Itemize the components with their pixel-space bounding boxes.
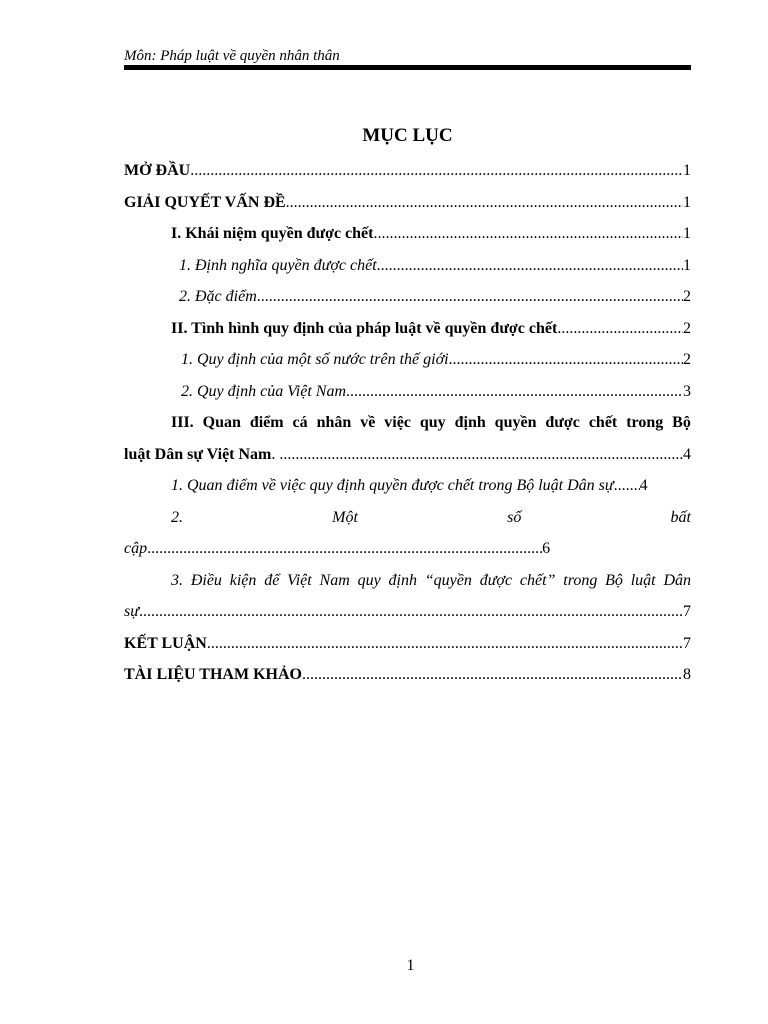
- toc-entry-page: 2: [683, 319, 691, 337]
- toc-word: về: [360, 414, 376, 431]
- toc-word: Một: [332, 508, 358, 526]
- toc-entry-page: 2: [683, 351, 691, 368]
- toc-entry-label: TÀI LIỆU THAM KHẢO: [124, 666, 302, 683]
- toc-word: bất: [670, 508, 691, 526]
- toc-word: việc: [384, 414, 411, 431]
- toc-entry-page: 4: [683, 445, 691, 463]
- table-of-contents: [124, 155, 691, 691]
- toc-word: quy: [419, 414, 446, 431]
- toc-word: 2.: [171, 508, 183, 526]
- toc-entry-label: 3. Điều kiện để Việt Nam quy định “quyền được chết” trong Bộ luật Dân: [171, 571, 691, 589]
- toc-entry-section-3-2[interactable]: [124, 502, 691, 565]
- header-course-title: Môn: Pháp luật về quyền nhân thân: [124, 48, 340, 64]
- toc-entry-label-line2: [124, 596, 691, 628]
- toc-entry-giai-quyet-van-de[interactable]: [124, 187, 691, 219]
- toc-entry-label-line1: [124, 565, 691, 597]
- toc-entry-section-1-2[interactable]: [124, 281, 691, 313]
- leader-dots: [147, 533, 542, 565]
- toc-entry-section-1-1[interactable]: [124, 250, 691, 282]
- toc-entry-label: sự: [124, 603, 139, 620]
- leader-dots: [279, 439, 683, 471]
- leader-dots: [302, 659, 683, 691]
- toc-entry-page: 1: [683, 193, 691, 211]
- leader-dots: [286, 187, 683, 219]
- toc-entry-page: 1: [683, 162, 691, 179]
- leader-dots: [377, 250, 683, 282]
- toc-entry-label-line1: [124, 407, 691, 439]
- toc-entry-label: II. Tình hình quy định của pháp luật về quyền được chết: [171, 319, 558, 337]
- toc-word: chết: [588, 414, 618, 431]
- leader-dots: [373, 218, 683, 250]
- toc-word: cá: [292, 414, 308, 431]
- leader-dots: [207, 628, 683, 660]
- toc-entry-label-line2: [124, 439, 691, 471]
- toc-entry-page: 4: [639, 477, 648, 494]
- toc-entry-label: 2. Quy định của Việt Nam: [181, 382, 347, 400]
- leader-dots: [449, 344, 683, 376]
- toc-entry-mo-dau[interactable]: [124, 155, 691, 187]
- toc-entry-section-1[interactable]: [124, 218, 691, 250]
- toc-word: quyền: [494, 414, 537, 431]
- toc-word: Bộ: [672, 414, 691, 431]
- leader-dots: [614, 470, 640, 502]
- toc-entry-label-text: luật Dân sự Việt Nam: [124, 445, 272, 463]
- toc-title: MỤC LỤC: [362, 125, 453, 146]
- toc-entry-section-2[interactable]: [124, 313, 691, 345]
- toc-entry-page: 3: [683, 382, 691, 400]
- toc-entry-label: 2. Đặc điểm: [179, 288, 257, 305]
- toc-entry-section-2-2[interactable]: [124, 376, 691, 408]
- toc-entry-label: 1. Định nghĩa quyền được chết: [179, 256, 377, 274]
- page-header: [124, 47, 691, 70]
- toc-entry-page: 1: [683, 225, 691, 242]
- toc-entry-label: MỞ ĐẦU: [124, 162, 191, 179]
- toc-entry-section-2-1[interactable]: [124, 344, 691, 376]
- page-number: 1: [406, 957, 415, 974]
- toc-word: nhân: [316, 414, 352, 431]
- leader-dots: [139, 596, 683, 628]
- toc-entry-ket-luan[interactable]: [124, 628, 691, 660]
- toc-entry-label-suffix: .: [271, 445, 280, 463]
- toc-word: định: [454, 414, 486, 431]
- leader-dots: [190, 155, 683, 187]
- toc-entry-label: GIẢI QUYẾT VẤN ĐỀ: [124, 193, 286, 211]
- toc-word: trong: [626, 414, 664, 431]
- leader-dots: [257, 281, 683, 313]
- toc-word: Quan: [202, 414, 241, 431]
- toc-entry-label-line1: [124, 502, 691, 534]
- toc-word: III.: [171, 414, 194, 431]
- toc-entry-section-3-3[interactable]: [124, 565, 691, 628]
- toc-entry-label: I. Khái niệm quyền được chết: [171, 225, 374, 242]
- toc-entry-label-line2: [124, 533, 691, 565]
- toc-entry-label: [124, 439, 279, 471]
- toc-entry-label: 1. Quy định của một số nước trên thế giới: [181, 351, 449, 368]
- toc-entry-section-3[interactable]: [124, 407, 691, 470]
- toc-entry-page: 7: [683, 603, 691, 620]
- toc-word: được: [545, 414, 580, 431]
- toc-entry-section-3-1[interactable]: [124, 470, 691, 502]
- toc-entry-page: 1: [683, 256, 691, 274]
- toc-entry-page: 8: [683, 666, 691, 683]
- toc-entry-tai-lieu-tham-khao[interactable]: [124, 659, 691, 691]
- leader-dots: [346, 376, 683, 408]
- toc-entry-page: 7: [683, 634, 691, 652]
- toc-entry-page: 6: [542, 540, 551, 557]
- header-rule: [124, 65, 691, 70]
- leader-dots: [557, 313, 683, 345]
- toc-entry-label: cập: [124, 540, 148, 557]
- toc-entry-label: 1. Quan điểm về việc quy định quyền được chết trong Bộ luật Dân sự: [171, 477, 614, 494]
- toc-word: điểm: [249, 414, 284, 431]
- toc-entry-page: 2: [683, 288, 691, 305]
- toc-entry-label: KẾT LUẬN: [124, 634, 207, 652]
- toc-word: số: [507, 508, 522, 526]
